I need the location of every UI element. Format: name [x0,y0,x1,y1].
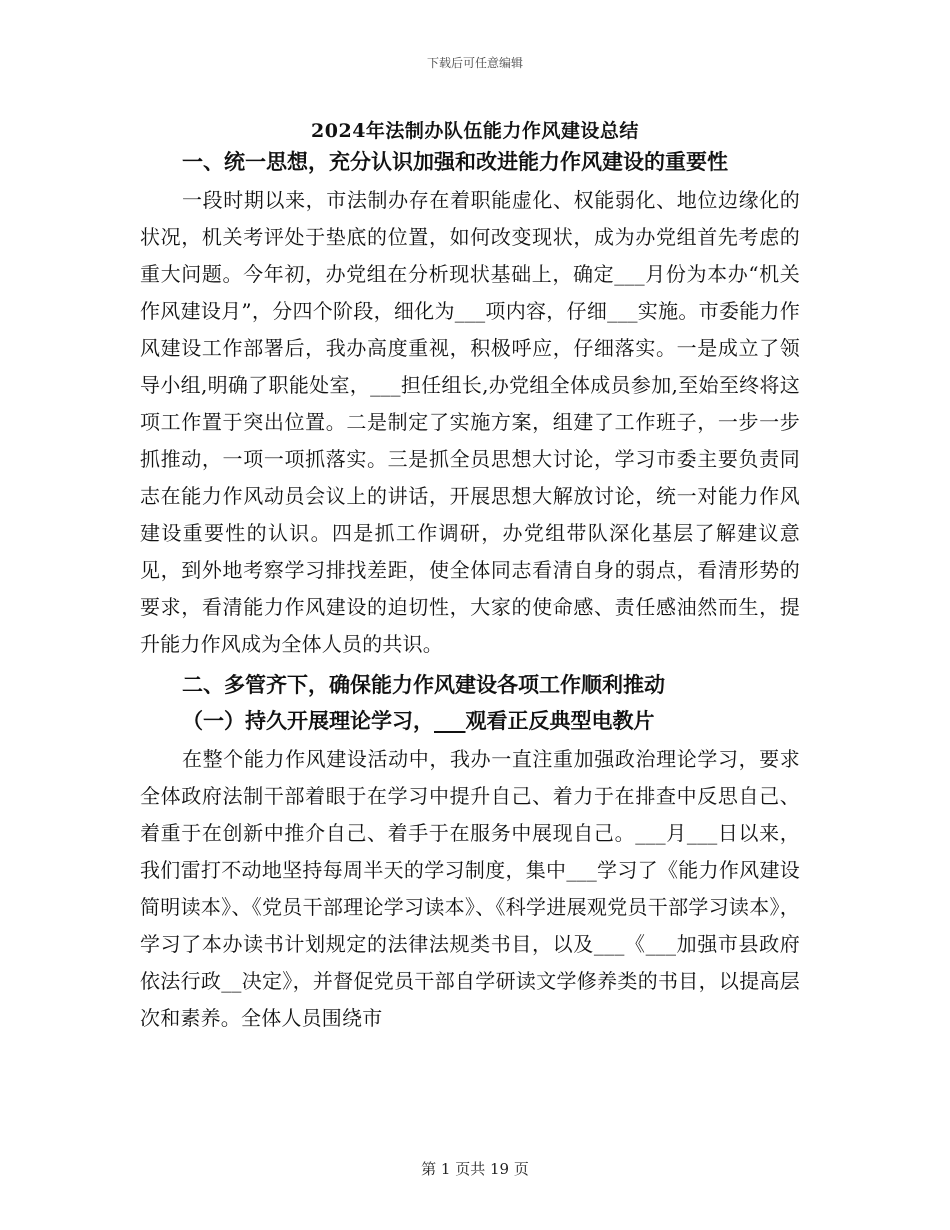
document-title: 2024年法制办队伍能力作风建设总结 [311,120,639,142]
section-heading-1: 一、统一思想，充分认识加强和改进能力作风建设的重要性 [182,149,728,174]
section-1-paragraph: 一段时期以来，市法制办存在着职能虚化、权能弱化、地位边缘化的状况，机关考评处于垫底的位置，如何改变现状，成为办党组首先考虑的重大问题。今年初，办党组在分析现状基础上，确定___月份为本办“机关作风建设月”，分四个阶段，细化为___项内容，仔细___实施。市委能力作风建设工作部署后，我办高度重视，积极呼应，仔细落实。一是成立了领导小组,明确了职能处室，___担任组长,办党组全体成员参加,至始至终将这项工作置于突出位置。二是制定了实施方案，组建了工作班子，一步一步抓推动，一项一项抓落实。三是抓全员思想大讨论，学习市委主要负责同志在能力作风动员会议上的讲话，开展思想大解放讨论，统一对能力作风建设重要性的认识。四是抓工作调研，办党组带队深化基层了解建议意见，到外地考察学习排找差距，使全体同志看清自身的弱点，看清形势的要求，看清能力作风建设的迫切性，大家的使命感、责任感油然而生，提升能力作风成为全体人员的共识。 [140,188,800,656]
section-heading-2: 二、多管齐下，确保能力作风建设各项工作顺利推动 [182,672,665,697]
page-number: 第 1 页共 19 页 [421,1160,529,1178]
document-body [140,144,800,1037]
subsection-1-paragraph: 在整个能力作风建设活动中，我办一直注重加强政治理论学习，要求全体政府法制干部着眼于在学习中提升自己、着力于在排查中反思自己、着重于在创新中推介自己、着手于在服务中展现自己。___月___日以来，我们雷打不动地坚持每周半天的学习制度，集中___学习了《能力作风建设简明读本》、《党员干部理论学习读本》、《科学进展观党员干部学习读本》，学习了本办读书计划规定的法律法规类书目，以及___《___加强市县政府依法行政__决定》，并督促党员干部自学研读文学修养类的书目，以提高层次和素养。全体人员围绕市 [140,747,800,1030]
subsection-heading-1: （一）持久开展理论学习，___观看正反典型电教片 [182,708,655,733]
page-header-note: 下载后可任意编辑 [426,56,523,70]
